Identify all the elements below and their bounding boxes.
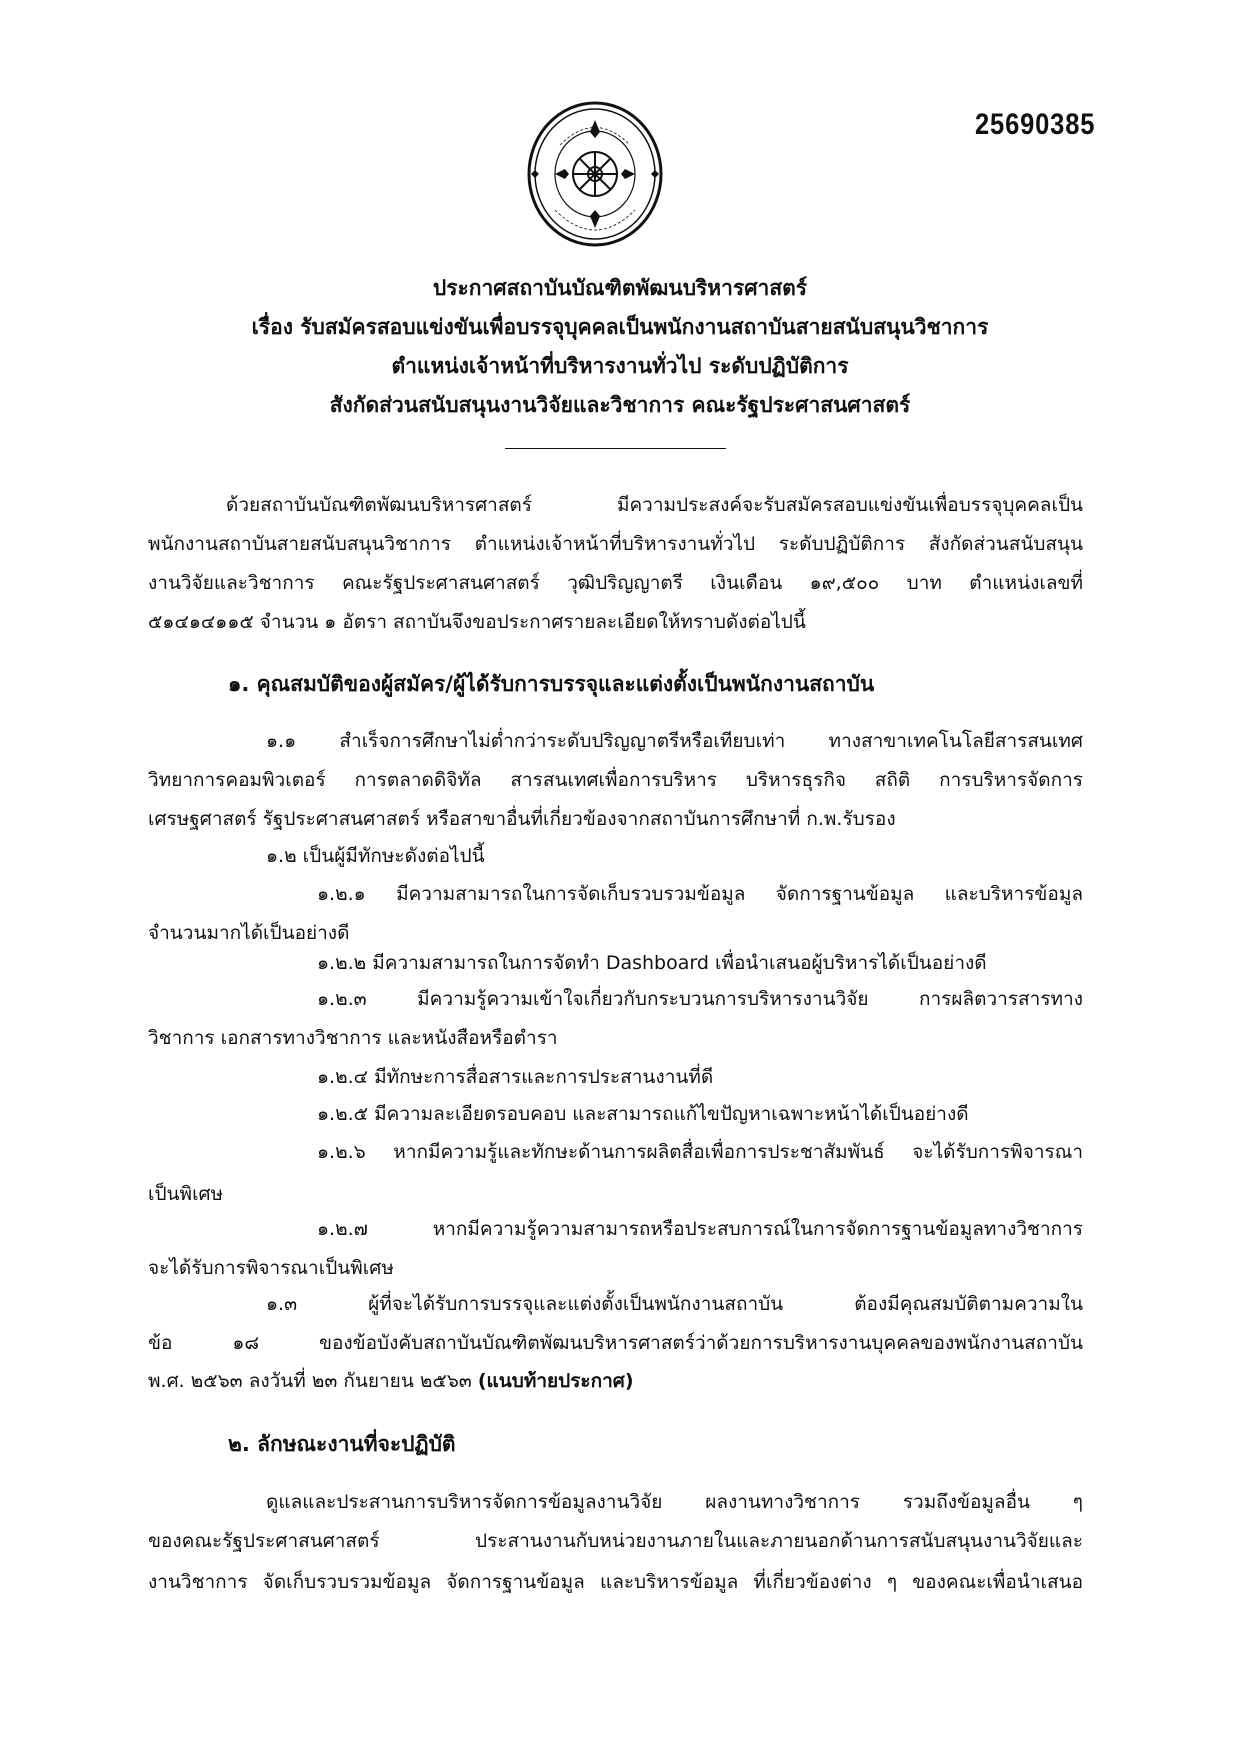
item-1-2-4: ๑.๒.๔ มีทักษะการสื่อสารและการประสานงานที่ดี [317, 1066, 714, 1088]
section-2-body: ของคณะรัฐประศาสนศาสตร์ ประสานงานกับหน่วยงานภายในและภายนอกด้านการสนับสนุนงานวิจัยและ [148, 1530, 1083, 1552]
section-2-heading: ๒. ลักษณะงานที่จะปฏิบัติ [228, 1432, 456, 1456]
section-2-body: ดูแลและประสานการบริหารจัดการข้อมูลงานวิจัย ผลงานทางวิชาการ รวมถึงข้อมูลอื่น ๆ [266, 1491, 1083, 1513]
item-1-1: ๑.๑ สำเร็จการศึกษาไม่ต่ำกว่าระดับปริญญาตรีหรือเทียบเท่า ทางสาขาเทคโนโลยีสารสนเทศ [266, 730, 1083, 752]
item-1-2-5: ๑.๒.๕ มีความละเอียดรอบคอบ และสามารถแก้ไขปัญหาเฉพาะหน้าได้เป็นอย่างดี [317, 1103, 969, 1125]
announcement-department: สังกัดส่วนสนับสนุนงานวิจัยและวิชาการ คณะรัฐประศาสนศาสตร์ [329, 393, 911, 417]
item-1-3-text: พ.ศ. ๒๕๖๓ ลงวันที่ ๒๓ กันยายน ๒๕๖๓ [148, 1370, 478, 1392]
intro-line: ๕๑๔๑๔๑๑๕ จำนวน ๑ อัตรา สถาบันจึงขอประกาศรายละเอียดให้ทราบดังต่อไปนี้ [148, 611, 806, 633]
section-1-heading: ๑. คุณสมบัติของผู้สมัคร/ผู้ได้รับการบรรจุและแต่งตั้งเป็นพนักงานสถาบัน [228, 672, 875, 696]
item-1-2-3: ๑.๒.๓ มีความรู้ความเข้าใจเกี่ยวกับกระบวนการบริหารงานวิจัย การผลิตวารสารทาง [317, 988, 1083, 1010]
announcement-position: ตำแหน่งเจ้าหน้าที่บริหารงานทั่วไป ระดับปฏิบัติการ [391, 354, 849, 378]
intro-line: งานวิจัยและวิชาการ คณะรัฐประศาสนศาสตร์ วุฒิปริญญาตรี เงินเดือน ๑๙,๕๐๐ บาท ตำแหน่งเลขที่ [148, 572, 1083, 594]
item-1-2-7: จะได้รับการพิจารณาเป็นพิเศษ [148, 1257, 394, 1279]
item-1-2-3: วิชาการ เอกสารทางวิชาการ และหนังสือหรือตำรา [148, 1027, 558, 1049]
attachment-note: (แนบท้ายประกาศ) [477, 1370, 634, 1392]
announcement-title: ประกาศสถาบันบัณฑิตพัฒนบริหารศาสตร์ [432, 276, 808, 300]
item-1-2-1: จำนวนมากได้เป็นอย่างดี [148, 922, 350, 944]
item-1-1: เศรษฐศาสตร์ รัฐประศาสนศาสตร์ หรือสาขาอื่นที่เกี่ยวข้องจากสถาบันการศึกษาที่ ก.พ.รับรอง [148, 808, 896, 830]
item-1-3: ข้อ ๑๘ ของข้อบังคับสถาบันบัณฑิตพัฒนบริหารศาสตร์ว่าด้วยการบริหารงานบุคคลของพนักงานสถาบัน [148, 1332, 1083, 1354]
item-1-2: ๑.๒ เป็นผู้มีทักษะดังต่อไปนี้ [266, 845, 485, 867]
item-1-2-1: ๑.๒.๑ มีความสามารถในการจัดเก็บรวบรวมข้อมูล จัดการฐานข้อมูล และบริหารข้อมูล [317, 883, 1083, 905]
item-1-3 [148, 1362, 1083, 1400]
item-1-2-6: เป็นพิเศษ [148, 1183, 224, 1205]
item-1-2-7: ๑.๒.๗ หากมีความรู้ความสามารถหรือประสบการณ์ในการจัดการฐานข้อมูลทางวิชาการ [317, 1218, 1083, 1240]
item-1-2-2: ๑.๒.๒ มีความสามารถในการจัดทำ Dashboard เพื่อนำเสนอผู้บริหารได้เป็นอย่างดี [317, 952, 987, 974]
intro-line: พนักงานสถาบันสายสนับสนุนวิชาการ ตำแหน่งเจ้าหน้าที่บริหารงานทั่วไป ระดับปฏิบัติการ สังกัดส่วนสนับสนุน [148, 533, 1083, 555]
document-number: 25690385 [975, 108, 1096, 141]
item-1-2-6: ๑.๒.๖ หากมีความรู้และทักษะด้านการผลิตสื่อเพื่อการประชาสัมพันธ์ จะได้รับการพิจารณา [317, 1141, 1083, 1163]
announcement-subject: เรื่อง รับสมัครสอบแข่งขันเพื่อบรรจุบุคคลเป็นพนักงานสถาบันสายสนับสนุนวิชาการ [251, 315, 989, 339]
intro-line: ด้วยสถาบันบัณฑิตพัฒนบริหารศาสตร์ มีความประสงค์จะรับสมัครสอบแข่งขันเพื่อบรรจุบุคคลเป็น [226, 494, 1083, 516]
institution-seal-logo [525, 100, 665, 248]
item-1-3: ๑.๓ ผู้ที่จะได้รับการบรรจุและแต่งตั้งเป็นพนักงานสถาบัน ต้องมีคุณสมบัติตามความใน [266, 1293, 1083, 1315]
title-divider [505, 448, 726, 449]
item-1-1: วิทยาการคอมพิวเตอร์ การตลาดดิจิทัล สารสนเทศเพื่อการบริหาร บริหารธุรกิจ สถิติ การบริหารจัดการ [148, 769, 1083, 791]
section-2-body: งานวิชาการ จัดเก็บรวบรวมข้อมูล จัดการฐานข้อมูล และบริหารข้อมูล ที่เกี่ยวข้องต่าง ๆ ของคณะเพื่อนำเสนอ [148, 1571, 1083, 1593]
